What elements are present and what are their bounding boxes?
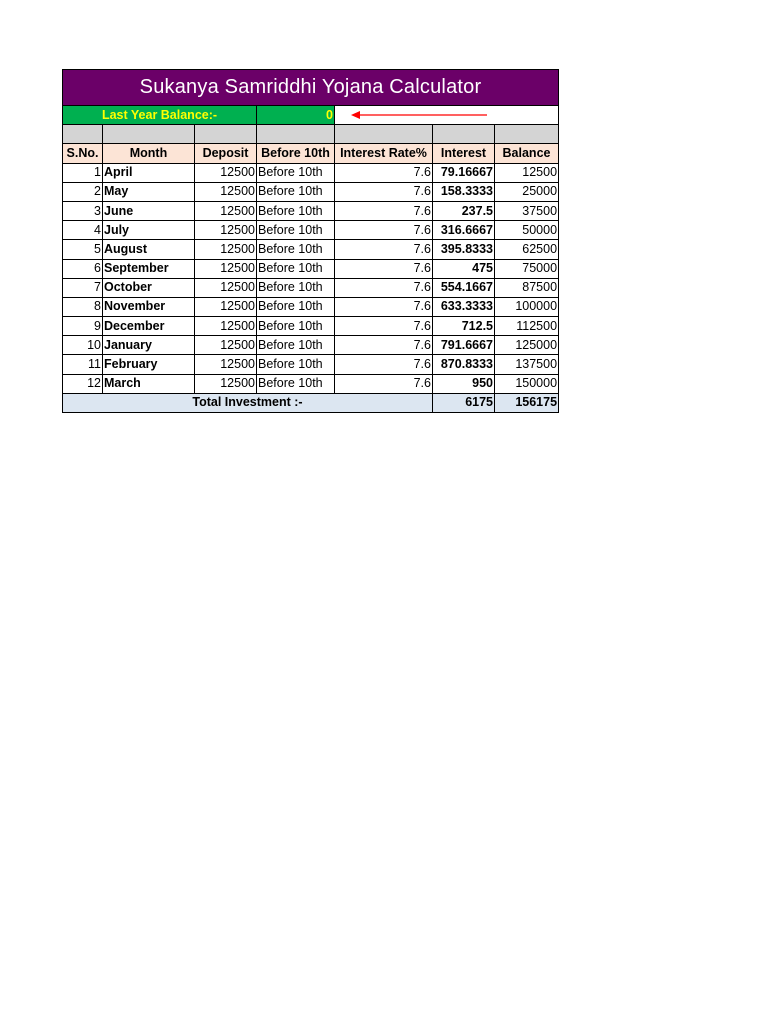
table-row [63, 201, 559, 220]
cell-before-10th[interactable]: Before 10th [257, 163, 335, 182]
cell-interest[interactable]: 158.3333 [433, 182, 495, 201]
cell-balance[interactable]: 75000 [495, 259, 559, 278]
cell-balance[interactable]: 100000 [495, 297, 559, 316]
sheet-title[interactable]: Sukanya Samriddhi Yojana Calculator [63, 70, 559, 106]
cell-sno[interactable]: 7 [63, 278, 103, 297]
cell-before-10th[interactable]: Before 10th [257, 201, 335, 220]
cell-sno[interactable]: 8 [63, 297, 103, 316]
cell-balance[interactable]: 37500 [495, 201, 559, 220]
cell-interest-rate[interactable]: 7.6 [335, 297, 433, 316]
cell-month[interactable]: February [103, 355, 195, 374]
cell-interest-rate[interactable]: 7.6 [335, 201, 433, 220]
cell-balance[interactable]: 25000 [495, 182, 559, 201]
blank-row [63, 125, 559, 144]
cell-month[interactable]: January [103, 336, 195, 355]
last-year-balance-label: Last Year Balance:- [63, 106, 257, 125]
cell-interest-rate[interactable]: 7.6 [335, 259, 433, 278]
calculator-sheet [62, 69, 558, 413]
cell-month[interactable]: July [103, 221, 195, 240]
table-row [63, 259, 559, 278]
table-row [63, 374, 559, 393]
cell-month[interactable]: October [103, 278, 195, 297]
table-row [63, 317, 559, 336]
cell-before-10th[interactable]: Before 10th [257, 259, 335, 278]
cell-deposit[interactable]: 12500 [195, 278, 257, 297]
cell-month[interactable]: April [103, 163, 195, 182]
table-row [63, 336, 559, 355]
header-interest[interactable]: Interest [433, 144, 495, 163]
table-row [63, 355, 559, 374]
cell-interest[interactable]: 870.8333 [433, 355, 495, 374]
cell-before-10th[interactable]: Before 10th [257, 297, 335, 316]
header-deposit[interactable]: Deposit [195, 144, 257, 163]
cell-deposit[interactable]: 12500 [195, 240, 257, 259]
cell-interest[interactable]: 395.8333 [433, 240, 495, 259]
cell-balance[interactable]: 12500 [495, 163, 559, 182]
cell-interest-rate[interactable]: 7.6 [335, 336, 433, 355]
cell-before-10th[interactable]: Before 10th [257, 221, 335, 240]
total-label: Total Investment :- [63, 393, 433, 412]
cell-deposit[interactable]: 12500 [195, 336, 257, 355]
table-row [63, 182, 559, 201]
cell-month[interactable]: August [103, 240, 195, 259]
cell-month[interactable]: November [103, 297, 195, 316]
cell-sno[interactable]: 9 [63, 317, 103, 336]
cell-interest[interactable]: 237.5 [433, 201, 495, 220]
cell-before-10th[interactable]: Before 10th [257, 278, 335, 297]
cell-deposit[interactable]: 12500 [195, 374, 257, 393]
cell-deposit[interactable]: 12500 [195, 201, 257, 220]
header-balance[interactable]: Balance [495, 144, 559, 163]
cell-interest-rate[interactable]: 7.6 [335, 182, 433, 201]
cell-deposit[interactable]: 12500 [195, 259, 257, 278]
cell-interest-rate[interactable]: 7.6 [335, 374, 433, 393]
cell-sno[interactable]: 10 [63, 336, 103, 355]
cell-balance[interactable]: 125000 [495, 336, 559, 355]
cell-sno[interactable]: 3 [63, 201, 103, 220]
cell-before-10th[interactable]: Before 10th [257, 374, 335, 393]
cell-interest-rate[interactable]: 7.6 [335, 317, 433, 336]
header-before-10th[interactable]: Before 10th [257, 144, 335, 163]
arrow-annotation-cell[interactable] [335, 106, 559, 125]
table-row [63, 240, 559, 259]
cell-balance[interactable]: 87500 [495, 278, 559, 297]
cell-interest[interactable]: 950 [433, 374, 495, 393]
last-year-balance-input[interactable]: 0 [257, 106, 335, 125]
cell-interest-rate[interactable]: 7.6 [335, 355, 433, 374]
cell-month[interactable]: May [103, 182, 195, 201]
cell-interest-rate[interactable]: 7.6 [335, 163, 433, 182]
header-interest-rate[interactable]: Interest Rate% [335, 144, 433, 163]
cell-interest-rate[interactable]: 7.6 [335, 221, 433, 240]
cell-interest-rate[interactable]: 7.6 [335, 240, 433, 259]
header-month[interactable]: Month [103, 144, 195, 163]
cell-balance[interactable]: 50000 [495, 221, 559, 240]
total-interest[interactable]: 6175 [433, 393, 495, 412]
calculator-table [62, 69, 559, 413]
red-arrow-icon [351, 109, 491, 121]
cell-balance[interactable]: 137500 [495, 355, 559, 374]
cell-deposit[interactable]: 12500 [195, 317, 257, 336]
cell-month[interactable]: June [103, 201, 195, 220]
cell-sno[interactable]: 5 [63, 240, 103, 259]
table-row [63, 297, 559, 316]
cell-interest[interactable]: 475 [433, 259, 495, 278]
cell-deposit[interactable]: 12500 [195, 163, 257, 182]
cell-interest[interactable]: 316.6667 [433, 221, 495, 240]
cell-interest[interactable]: 791.6667 [433, 336, 495, 355]
cell-deposit[interactable]: 12500 [195, 182, 257, 201]
total-balance[interactable]: 156175 [495, 393, 559, 412]
cell-interest[interactable]: 554.1667 [433, 278, 495, 297]
table-row [63, 163, 559, 182]
header-row [63, 144, 559, 163]
cell-sno[interactable]: 4 [63, 221, 103, 240]
cell-sno[interactable]: 11 [63, 355, 103, 374]
cell-month[interactable]: March [103, 374, 195, 393]
cell-interest[interactable]: 79.16667 [433, 163, 495, 182]
cell-interest[interactable]: 633.3333 [433, 297, 495, 316]
cell-sno[interactable]: 6 [63, 259, 103, 278]
cell-interest-rate[interactable]: 7.6 [335, 278, 433, 297]
total-row [63, 393, 559, 412]
cell-balance[interactable]: 62500 [495, 240, 559, 259]
cell-before-10th[interactable]: Before 10th [257, 317, 335, 336]
header-sno[interactable]: S.No. [63, 144, 103, 163]
cell-sno[interactable]: 1 [63, 163, 103, 182]
cell-deposit[interactable]: 12500 [195, 221, 257, 240]
cell-balance[interactable]: 112500 [495, 317, 559, 336]
cell-month[interactable]: September [103, 259, 195, 278]
cell-balance[interactable]: 150000 [495, 374, 559, 393]
cell-sno[interactable]: 12 [63, 374, 103, 393]
cell-before-10th[interactable]: Before 10th [257, 355, 335, 374]
cell-sno[interactable]: 2 [63, 182, 103, 201]
cell-before-10th[interactable]: Before 10th [257, 336, 335, 355]
cell-deposit[interactable]: 12500 [195, 355, 257, 374]
cell-before-10th[interactable]: Before 10th [257, 182, 335, 201]
cell-before-10th[interactable]: Before 10th [257, 240, 335, 259]
cell-deposit[interactable]: 12500 [195, 297, 257, 316]
cell-month[interactable]: December [103, 317, 195, 336]
table-row [63, 278, 559, 297]
table-row [63, 221, 559, 240]
cell-interest[interactable]: 712.5 [433, 317, 495, 336]
